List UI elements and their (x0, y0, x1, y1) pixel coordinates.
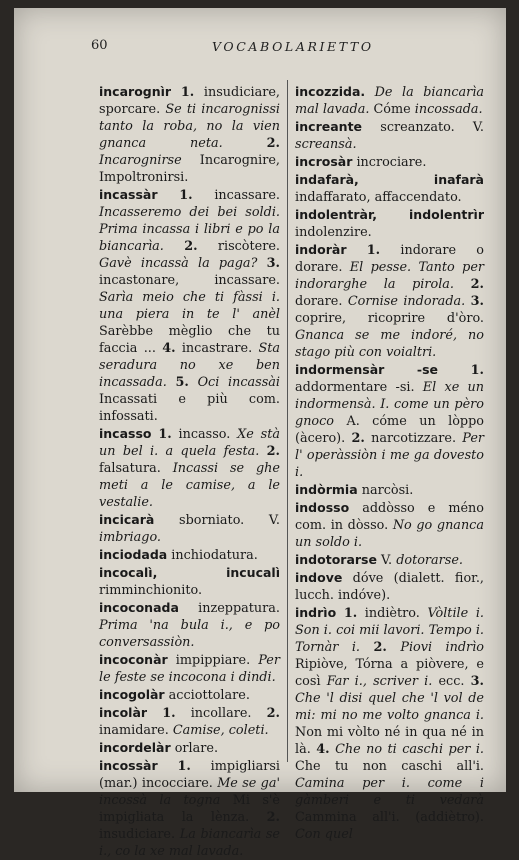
headword: inciodada (99, 547, 168, 562)
definition-text (259, 444, 266, 459)
dictionary-entry (295, 569, 484, 604)
dictionary-entry (99, 425, 280, 511)
dictionary-entry (99, 186, 280, 425)
definition-text: Incassati e più com. infossati. (99, 392, 280, 424)
headword: indafarà, inafarà (295, 172, 484, 187)
left-column (99, 83, 280, 860)
definition-text: Mi s'è impigliata la lènza. (99, 793, 280, 825)
dictionary-entry (295, 551, 484, 569)
definition-text (454, 277, 471, 292)
sense-number: 1. (158, 427, 172, 442)
headword: incasso (99, 426, 152, 441)
definition-text: impigliarsi (mar.) incocciare. (99, 759, 280, 791)
definition-text: ecc. (432, 674, 471, 689)
definition-text (438, 363, 471, 378)
sense-number: 4. (316, 742, 330, 757)
definition-text: addormentare -si. (295, 380, 423, 395)
example-text: Incasseremo dei bei soldi. Prima incassa i libri e po la biancarìa. (99, 205, 280, 254)
example-text: Oci incassài (197, 375, 280, 390)
definition-text (257, 256, 266, 271)
example-text: De la biancarìa mal lavada. (295, 85, 484, 117)
definition-text (158, 188, 180, 203)
example-text: Cornise indorada. (347, 294, 466, 309)
column-divider (287, 80, 288, 762)
sense-number: 2. (373, 640, 387, 655)
definition-text: indaffarato, affaccendato. (295, 190, 462, 205)
sense-number: 3. (266, 256, 280, 271)
definition-text: acciottolare. (164, 688, 250, 703)
page-number: 60 (91, 38, 108, 53)
dictionary-entry (99, 739, 280, 757)
headword: increante (295, 119, 363, 134)
sense-number: 2. (266, 444, 280, 459)
definition-text: narcotizzare. (364, 431, 463, 446)
definition-text: Ripiòve, Tórna a piòvere, e così (295, 657, 484, 689)
sense-number: 1. (470, 363, 484, 378)
sense-number: 2. (266, 706, 280, 721)
example-text: Me se ga' incossà la togna (99, 776, 281, 808)
sense-number: 1. (343, 606, 358, 621)
dictionary-entry (99, 546, 280, 564)
dictionary-entry (295, 118, 484, 153)
headword: indotorarse (295, 552, 377, 567)
dictionary-entry (295, 241, 484, 361)
definition-text (164, 239, 184, 254)
sense-number: 1. (180, 85, 195, 100)
dictionary-entry (295, 361, 484, 481)
headword: indosso (295, 500, 350, 515)
example-text: Gnanca se me indoré, no stago più con voialtri. (295, 328, 484, 360)
definition-text: narcòsi. (357, 483, 414, 498)
example-text: Vòltile i. Son i. coi mii lavori. Tempo i. Tornàr i. (295, 606, 484, 655)
dictionary-entry (99, 757, 280, 860)
headword: indrìo (295, 605, 337, 620)
definition-text: orlare. (170, 741, 219, 756)
headword: incossàr (99, 758, 158, 773)
example-text: Piovi indrìo (400, 640, 484, 655)
definition-text: indolenzire. (295, 225, 372, 240)
definition-text: insudiciare. (99, 827, 180, 842)
definition-text: riscòtere. (197, 239, 280, 254)
example-text: Incassi se ghe meti a le camise, a le vestalie. (99, 461, 280, 510)
definition-text: incasso. (171, 427, 238, 442)
definition-text (189, 375, 198, 390)
headword: incogolàr (99, 687, 165, 702)
headword: -se (416, 362, 439, 377)
sense-number: 3. (470, 674, 484, 689)
headword: indove (295, 570, 343, 585)
definition-text: insudiciare, sporcare. (99, 85, 280, 117)
example-text: Per l' operàssiòn i me ga dovesto i. (295, 431, 485, 480)
dictionary-entry (295, 153, 484, 171)
definition-text (167, 375, 176, 390)
headword: incozzida. (295, 84, 366, 99)
example-text: No go gnanca un soldo i. (295, 518, 484, 550)
sense-number: 1. (179, 188, 193, 203)
example-text: dotorarse. (396, 553, 464, 568)
dictionary-entry (99, 704, 280, 739)
example-text: Che no ti caschi per i. (335, 742, 484, 757)
definition-text: coprire, ricoprire d'òro. (295, 311, 484, 326)
example-text: screansà. (295, 137, 357, 152)
sense-number: 2. (266, 810, 280, 825)
definition-text: A. cóme un lòppo (àcero). (295, 414, 484, 446)
definition-text: incastonare, incassare. (99, 273, 280, 288)
definition-text (365, 85, 375, 100)
sense-number: 2. (470, 277, 484, 292)
definition-text (346, 243, 366, 258)
example-text: Se ti incarognissi tanto la roba, no la vien gnanca neta. (99, 102, 280, 151)
definition-text: incrociare. (352, 155, 427, 170)
definition-text: rimminchionito. (99, 583, 203, 598)
running-title: VOCABOLARIETTO (212, 39, 374, 54)
dictionary-entry (295, 499, 484, 551)
definition-text: incassare. (192, 188, 280, 203)
example-text: La biancarìa se i., co la xe mal lavada. (99, 827, 280, 859)
example-text: Far i., scriver i. (326, 674, 433, 689)
sense-number: 1. (162, 706, 176, 721)
example-text: Gavè incassà la paga? (99, 256, 258, 271)
sense-number: 4. (162, 341, 176, 356)
headword: incassàr (99, 187, 158, 202)
definition-text: Che tu non caschi all'i. (295, 759, 484, 774)
definition-text: screanzato. V. (362, 120, 484, 135)
example-text: imbriago. (99, 530, 161, 545)
headword: incicarà (99, 512, 155, 527)
dictionary-entry (99, 511, 280, 546)
example-text: El pesse. Tanto per indorarghe la pirola. (295, 260, 485, 292)
definition-text (171, 85, 181, 100)
definition-text (360, 640, 373, 655)
sense-number: 2. (351, 431, 365, 446)
example-text: Incarognirse (99, 153, 182, 168)
sense-number: 5. (175, 375, 189, 390)
definition-text: falsatura. (99, 461, 173, 476)
headword: incolàr (99, 705, 148, 720)
example-text: El xe un indormensà. I. come un pèro gnoco (295, 380, 484, 429)
headword: incordelàr (99, 740, 171, 755)
dictionary-entry (99, 564, 280, 599)
headword: incoconada (99, 600, 179, 615)
definition-text: impippiare. (167, 653, 259, 668)
definition-text (147, 706, 162, 721)
example-text: incossada. (414, 102, 483, 117)
example-text: Prima 'na bula i., e po conversassiòn. (99, 618, 280, 650)
definition-text: Incarognire, Impoltronirsi. (99, 153, 280, 185)
definition-text: incastrare. (175, 341, 259, 356)
sense-number: 2. (184, 239, 198, 254)
sense-number: 1. (366, 243, 381, 258)
definition-text: incollare. (175, 706, 267, 721)
headword: incrosàr (295, 154, 353, 169)
definition-text: inchiodatura. (167, 548, 258, 563)
headword: incarognìr (99, 84, 172, 99)
headword: indoràr (295, 242, 347, 257)
definition-text: addòsso e méno com. in dòsso. (295, 501, 484, 533)
headword: indolentràr, indolentrìr (295, 207, 484, 222)
definition-text (158, 759, 178, 774)
dictionary-entry (99, 686, 280, 704)
right-column (295, 83, 484, 843)
definition-text: sborniato. V. (154, 513, 280, 528)
dictionary-entry (295, 206, 484, 241)
headword: incoconàr (99, 652, 168, 667)
definition-text (223, 136, 267, 151)
dictionary-entry (295, 604, 484, 843)
example-text: Che 'l disi quel che 'l vol de mi: mi no me volto gnanca i. (295, 691, 484, 723)
dictionary-entry (295, 83, 484, 118)
example-text: Camise, coleti. (172, 723, 269, 738)
definition-text: Sarèbbe mèglio che tu faccia ... (99, 324, 280, 356)
sense-number: 3. (470, 294, 485, 309)
headword: incocalì, incucalì (99, 565, 280, 580)
dictionary-entry (295, 171, 484, 206)
dictionary-page (14, 8, 506, 859)
example-text: Camina per i. come i gàmberi e ti vedarà (295, 776, 484, 808)
headword: indòrmia (295, 482, 358, 497)
example-text: Xe stà un bel i. a quela festa. (99, 427, 281, 459)
definition-text: indorare o dorare. (295, 243, 484, 275)
definition-text: indiètro. (357, 606, 428, 621)
definition-text (384, 363, 417, 378)
definition-text: inzeppatura. (178, 601, 280, 616)
dictionary-entry (99, 599, 280, 651)
dictionary-entry (99, 83, 280, 186)
definition-text: Cammina all'i. (addiètro). (295, 810, 484, 825)
definition-text: V. (376, 553, 397, 568)
definition-text (387, 640, 400, 655)
definition-text: dóve (dialett. fior., lucch. indóve). (295, 571, 484, 603)
dictionary-entry (99, 651, 280, 686)
example-text: Per le feste se incocona i dindi. (99, 653, 280, 685)
example-text: Con quel (295, 827, 353, 842)
sense-number: 1. (177, 759, 191, 774)
definition-text: inamidare. (99, 723, 173, 738)
example-text: Sarìa meio che ti fàssi i. una piera in te l' anèl (99, 290, 280, 322)
definition-text: Non mi vòlto né in qua né in là. (295, 725, 484, 757)
definition-text: Cóme (369, 102, 415, 117)
definition-text: dorare. (295, 294, 348, 309)
headword: indormensàr (295, 362, 385, 377)
definition-text (336, 606, 344, 621)
dictionary-entry (295, 481, 484, 499)
sense-number: 2. (266, 136, 280, 151)
example-text: Sta seradura no xe ben incassada. (99, 341, 280, 390)
